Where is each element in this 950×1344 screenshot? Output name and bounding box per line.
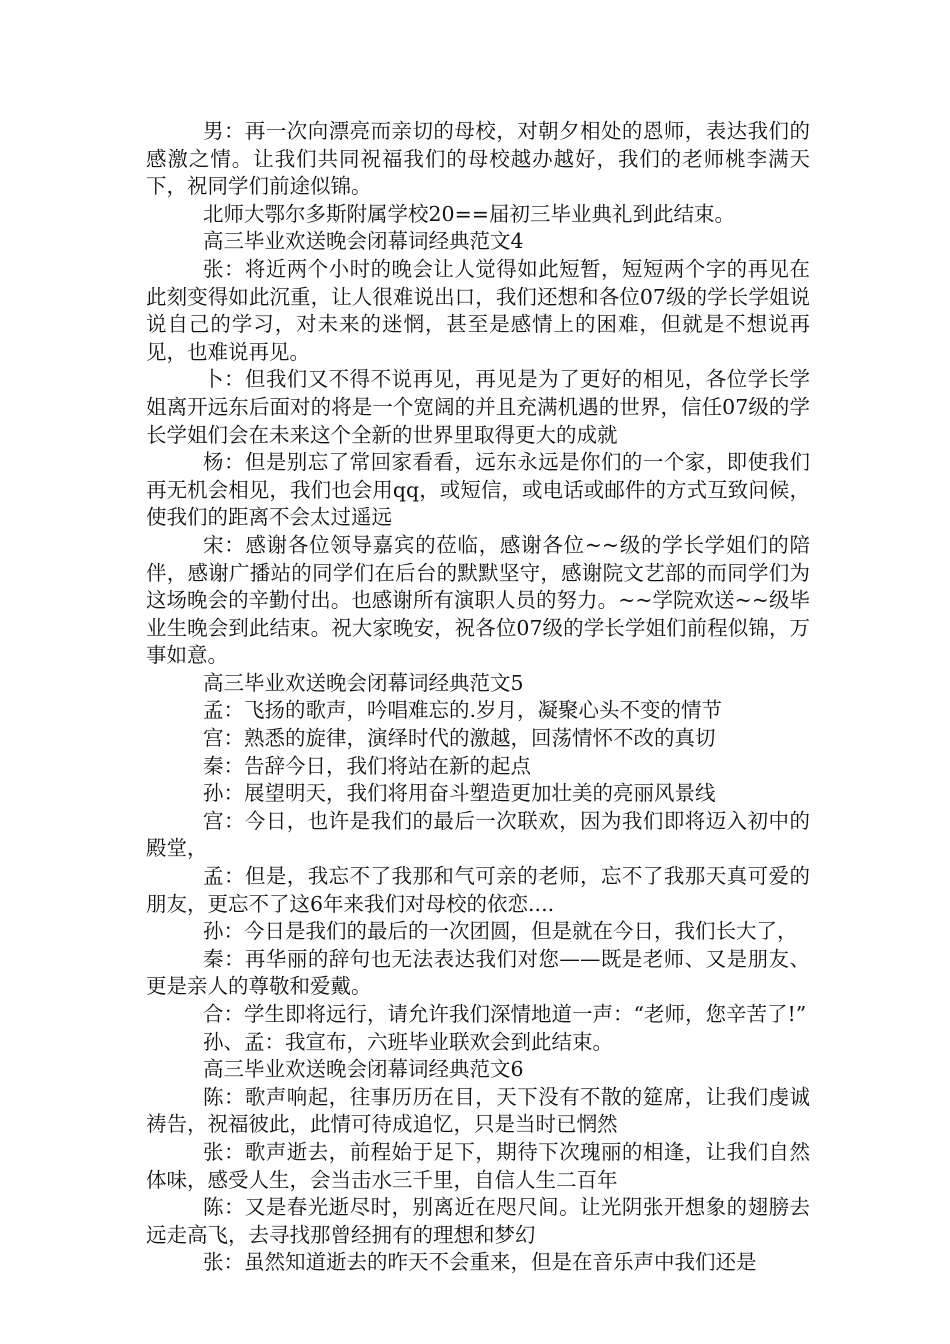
- paragraph-qin-2: 秦：再华丽的辞句也无法表达我们对您——既是老师、又是朋友、更是亲人的尊敬和爱戴。: [146, 946, 810, 999]
- paragraph-ceremony-end: 北师大鄂尔多斯附属学校20==届初三毕业典礼到此结束。: [203, 201, 735, 226]
- section-heading-5: 高三毕业欢送晚会闭幕词经典范文5: [203, 670, 524, 695]
- section-heading-6: 高三毕业欢送晚会闭幕词经典范文6: [203, 1057, 524, 1082]
- paragraph-gong-2: 宫：今日，也许是我们的最后一次联欢，因为我们即将迈入初中的殿堂，: [146, 808, 810, 861]
- paragraph-chen-1: 陈：歌声响起，往事历历在目，天下没有不散的筵席，让我们虔诚祷告，祝福彼此，此情可待成追忆，只是当时已惘然: [146, 1084, 810, 1137]
- paragraph-sun-2: 孙：今日是我们的最后的一次团圆，但是就在今日，我们长大了，: [203, 919, 798, 944]
- document-body: [146, 118, 810, 1277]
- paragraph-bu: 卜：但我们又不得不说再见，再见是为了更好的相见，各位学长学姐离开远东后面对的将是一个宽阔的并且充满机遇的世界，信任07级的学长学姐们会在未来这个全新的世界里取得更大的成就: [146, 367, 810, 447]
- paragraph-meng-2: 孟：但是，我忘不了我那和气可亲的老师，忘不了我那天真可爱的朋友，更忘不了这6年来我们对母校的依恋....: [146, 864, 810, 916]
- paragraph-zhang-1: 张：将近两个小时的晚会让人觉得如此短暂，短短两个字的再见在此刻变得如此沉重，让人很难说出口，我们还想和各位07级的学长学姐说说自己的学习，对未来的迷惘，甚至是感情上的困难，但就是不想说再见，也难说再见。: [146, 256, 810, 364]
- paragraph-closing-male: 男：再一次向漂亮而亲切的母校，对朝夕相处的恩师，表达我们的感激之情。让我们共同祝福我们的母校越办越好，我们的老师桃李满天下，祝同学们前途似锦。: [146, 119, 810, 199]
- paragraph-sun-meng: 孙、孟：我宣布，六班毕业联欢会到此结束。: [203, 1029, 613, 1054]
- paragraph-song: 宋：感谢各位领导嘉宾的莅临，感谢各位~~级的学长学姐们的陪伴，感谢广播站的同学们在后台的默默坚守，感谢院文艺部的而同学们为这场晚会的辛勤付出。也感谢所有演职人员的努力。~~学院欢送~~级毕业生晚会到此结束。祝大家晚安，祝各位07级的学长学姐们前程似锦，万事如意。: [146, 532, 810, 668]
- paragraph-sun-1: 孙：展望明天，我们将用奋斗塑造更加壮美的亮丽风景线: [203, 781, 716, 806]
- paragraph-meng-1: 孟：飞扬的歌声，吟唱难忘的.岁月，凝聚心头不变的情节: [203, 698, 723, 723]
- paragraph-zhang-3: 张：虽然知道逝去的昨天不会重来，但是在音乐声中我们还是: [203, 1250, 757, 1275]
- paragraph-together: 合：学生即将远行，请允许我们深情地道一声：“老师，您辛苦了!”: [203, 1002, 807, 1026]
- paragraph-qin-1: 秦：告辞今日，我们将站在新的起点: [203, 753, 531, 778]
- paragraph-chen-2: 陈：又是春光逝尽时，别离近在咫尺间。让光阴张开想象的翅膀去远走高飞，去寻找那曾经拥有的理想和梦幻: [146, 1195, 810, 1247]
- paragraph-gong-1: 宫：熟悉的旋律，演绎时代的激越，回荡情怀不改的真切: [203, 726, 716, 751]
- section-heading-4: 高三毕业欢送晚会闭幕词经典范文4: [203, 229, 524, 254]
- paragraph-yang: 杨：但是别忘了常回家看看，远东永远是你们的一个家，即使我们再无机会相见，我们也会用qq，或短信，或电话或邮件的方式互致问候，使我们的距离不会太过遥远: [146, 450, 810, 530]
- paragraph-zhang-2: 张：歌声逝去，前程始于足下，期待下次瑰丽的相逢，让我们自然体味，感受人生，会当击水三千里，自信人生二百年: [146, 1139, 810, 1192]
